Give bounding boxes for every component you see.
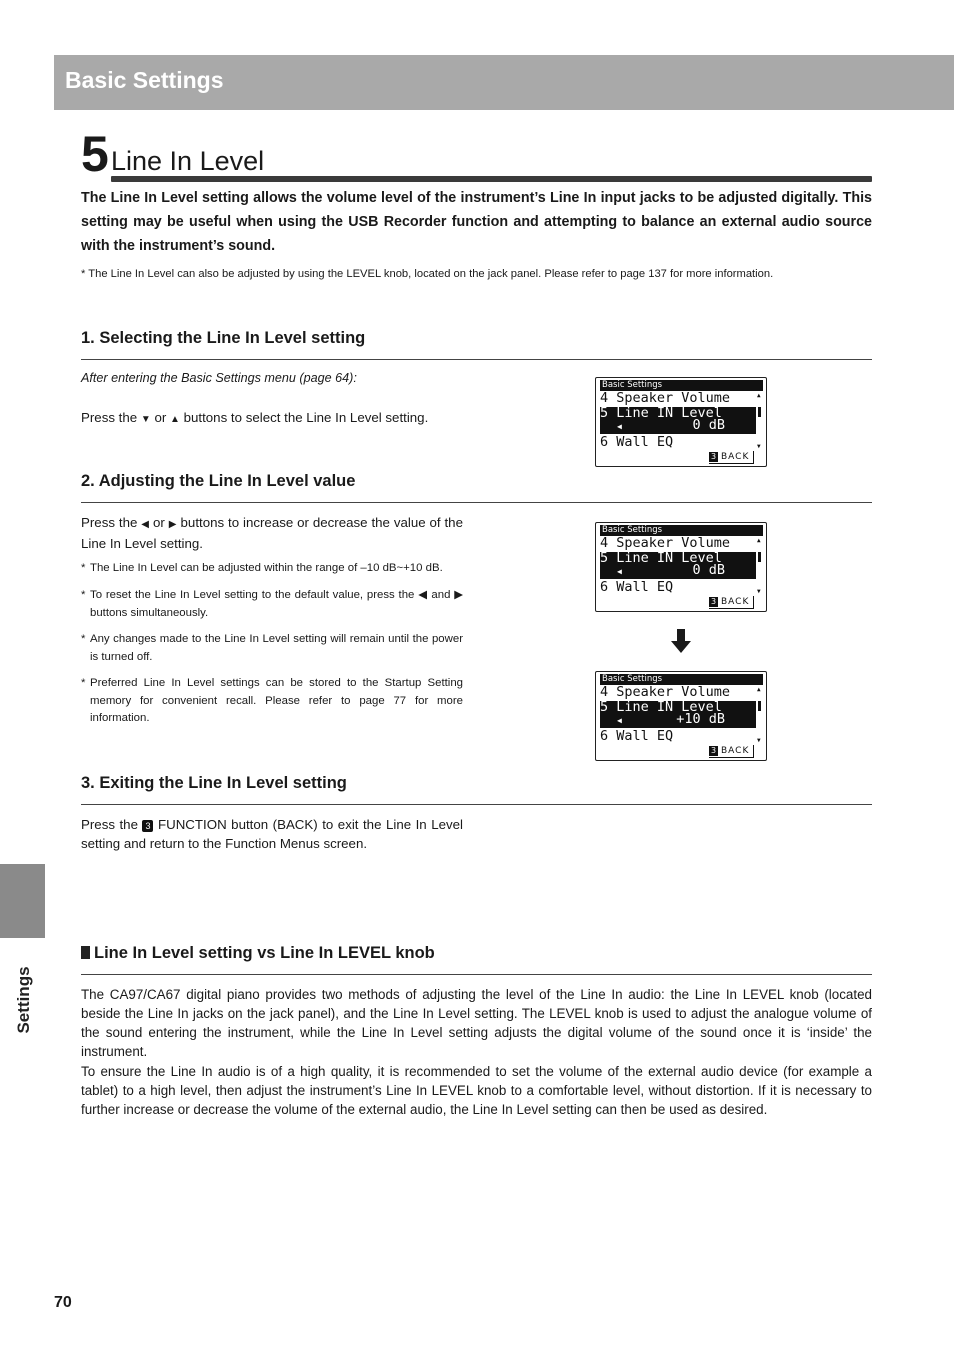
lcd-line-line-in-level: 5 Line IN Level bbox=[600, 699, 722, 715]
back-text: BACK bbox=[721, 597, 750, 607]
scroll-down-icon: ▼ bbox=[757, 737, 761, 744]
right-button-icon: ▶ bbox=[168, 519, 177, 530]
function-key-3-icon: 3 bbox=[710, 452, 717, 461]
section2-note bbox=[81, 675, 463, 728]
lcd-selected-row bbox=[600, 407, 756, 434]
section1-text: buttons to select the Line In Level setting. bbox=[179, 410, 429, 425]
back-text: BACK bbox=[721, 746, 750, 756]
lcd-selected-row bbox=[600, 552, 756, 579]
note-text: Any changes made to the Line In Level setting will remain until the power is turned off. bbox=[90, 633, 463, 663]
section3-rule bbox=[81, 804, 872, 805]
note-text: The Line In Level can be adjusted within the range of –10 dB~+10 dB. bbox=[90, 562, 443, 574]
note-text: Preferred Line In Level settings can be stored to the Startup Setting memory for convenient recall. Please refer to page 77 for more information. bbox=[90, 677, 463, 724]
side-tab bbox=[0, 864, 45, 938]
lcd-title-bar: Basic Settings bbox=[600, 674, 763, 685]
page-number: 70 bbox=[54, 1294, 72, 1311]
section2-text: or bbox=[149, 515, 169, 530]
lcd-line-wall-eq: 6 Wall EQ bbox=[600, 579, 674, 595]
section1-rule bbox=[81, 359, 872, 360]
lcd-title-bar: Basic Settings bbox=[600, 380, 763, 391]
intro-text: The Line In Level setting allows the volume level of the instrument’s Line In input jacks to be adjusted digitally. This setting may be useful when using the USB Recorder function and attempting to balance an external audio source with the instrument’s sound. bbox=[81, 190, 872, 254]
section1-text: Press the bbox=[81, 410, 141, 425]
side-tab-text: Settings bbox=[14, 966, 33, 1034]
section2-rule bbox=[81, 502, 872, 503]
lcd-line-line-in-level: 5 Line IN Level bbox=[600, 550, 722, 566]
header-title: Basic Settings bbox=[65, 67, 224, 93]
lcd-back-label bbox=[709, 451, 754, 464]
section2-text: Press the bbox=[81, 515, 142, 530]
left-button-icon: ◀ bbox=[141, 519, 150, 530]
function-key-3-icon: 3 bbox=[710, 597, 717, 606]
scrollbar-thumb bbox=[758, 701, 761, 711]
section3-text: FUNCTION button (BACK) to exit the Line In Level setting and return to the Function Menus screen. bbox=[81, 817, 463, 851]
section1-instruction bbox=[81, 408, 428, 429]
function-key-3-icon: 3 bbox=[142, 820, 153, 832]
subsection-rule bbox=[81, 974, 872, 975]
chapter-number: 5 bbox=[81, 126, 109, 182]
lcd-line-wall-eq: 6 Wall EQ bbox=[600, 728, 674, 744]
section2-text: buttons to increase or decrease the value of the Line In Level setting. bbox=[81, 515, 463, 551]
scroll-up-icon: ▲ bbox=[757, 686, 761, 693]
scrollbar-thumb bbox=[758, 407, 761, 417]
scrollbar-thumb bbox=[758, 552, 761, 562]
lcd-back-label bbox=[709, 745, 754, 758]
lcd-line-speaker-volume: 4 Speaker Volume bbox=[600, 535, 731, 551]
note-text: To reset the Line In Level setting to the default value, press the ◀ and ▶ buttons simultaneously. bbox=[90, 589, 463, 619]
lcd-screen-after bbox=[595, 671, 767, 761]
section2-instruction bbox=[81, 513, 463, 553]
section3-instruction bbox=[81, 815, 463, 853]
header-bar bbox=[54, 55, 954, 110]
chapter-title: Line In Level bbox=[111, 146, 265, 176]
lcd-screen-select bbox=[595, 377, 767, 467]
section2-note bbox=[81, 631, 463, 666]
note-mark: * bbox=[81, 677, 86, 689]
scroll-down-icon: ▼ bbox=[757, 443, 761, 450]
lcd-value: 0 dB bbox=[692, 562, 725, 578]
note-mark: * bbox=[81, 633, 86, 645]
left-arrow-icon: ◀ bbox=[617, 422, 622, 431]
lcd-line-speaker-volume: 4 Speaker Volume bbox=[600, 390, 731, 406]
lcd-screen-before bbox=[595, 522, 767, 612]
left-arrow-icon: ◀ bbox=[617, 567, 622, 576]
subsection-heading bbox=[81, 944, 435, 963]
note-mark: * bbox=[81, 589, 86, 601]
side-tab-label bbox=[4, 960, 44, 1040]
down-arrow-icon bbox=[671, 629, 691, 653]
subsection-paragraph-2: To ensure the Line In audio is of a high quality, it is recommended to set the volume of the external audio device (for example a tablet) to a high level, then adjust the instrument’s Line In LEVEL knob to a comfortable level, without distortion. If it is necessary to further increase or decrease the volume of the external audio, the Line In Level setting can then be used as desired. bbox=[81, 1064, 872, 1117]
scroll-down-icon: ▼ bbox=[757, 588, 761, 595]
lcd-selected-row bbox=[600, 701, 756, 728]
lcd-value: 0 dB bbox=[692, 417, 725, 433]
section3-text: Press the bbox=[81, 817, 143, 832]
section3-heading: 3. Exiting the Line In Level setting bbox=[81, 774, 347, 792]
chapter-rule bbox=[111, 176, 872, 182]
lcd-title-bar: Basic Settings bbox=[600, 525, 763, 536]
lcd-back-label bbox=[709, 596, 754, 609]
section1-heading: 1. Selecting the Line In Level setting bbox=[81, 329, 366, 347]
chapter-heading bbox=[81, 126, 872, 182]
intro-note: * The Line In Level can also be adjusted by using the LEVEL knob, located on the jack panel. Please refer to page 137 for more information. bbox=[81, 268, 774, 280]
back-text: BACK bbox=[721, 452, 750, 462]
function-key-3-icon: 3 bbox=[710, 746, 717, 755]
lcd-line-speaker-volume: 4 Speaker Volume bbox=[600, 684, 731, 700]
scroll-up-icon: ▲ bbox=[757, 392, 761, 399]
left-arrow-icon: ◀ bbox=[617, 716, 622, 725]
square-bullet-icon bbox=[81, 946, 90, 959]
lcd-value: +10 dB bbox=[676, 711, 725, 727]
subsection-paragraph-1: The CA97/CA67 digital piano provides two methods of adjusting the level of the Line In audio: the Line In LEVEL knob (located beside the Line In jacks on the jack panel), and the Line In Level setting. The LEVEL knob is used to adjust the analogue volume of the sound entering the instrument, while the Line In Level setting adjusts the digital volume of the sound once it is ‘inside’ the instrument. bbox=[81, 987, 872, 1059]
section1-text: or bbox=[150, 410, 170, 425]
section2-note bbox=[81, 587, 463, 622]
down-button-icon: ▼ bbox=[140, 414, 151, 425]
section2-heading: 2. Adjusting the Line In Level value bbox=[81, 472, 356, 490]
section1-lead: After entering the Basic Settings menu (page 64): bbox=[81, 371, 357, 385]
lcd-line-wall-eq: 6 Wall EQ bbox=[600, 434, 674, 450]
lcd-line-line-in-level: 5 Line IN Level bbox=[600, 405, 722, 421]
up-button-icon: ▲ bbox=[170, 414, 180, 425]
note-mark: * bbox=[81, 562, 86, 574]
section2-note bbox=[81, 560, 463, 578]
subsection-title: Line In Level setting vs Line In LEVEL knob bbox=[94, 944, 435, 962]
scroll-up-icon: ▲ bbox=[757, 537, 761, 544]
